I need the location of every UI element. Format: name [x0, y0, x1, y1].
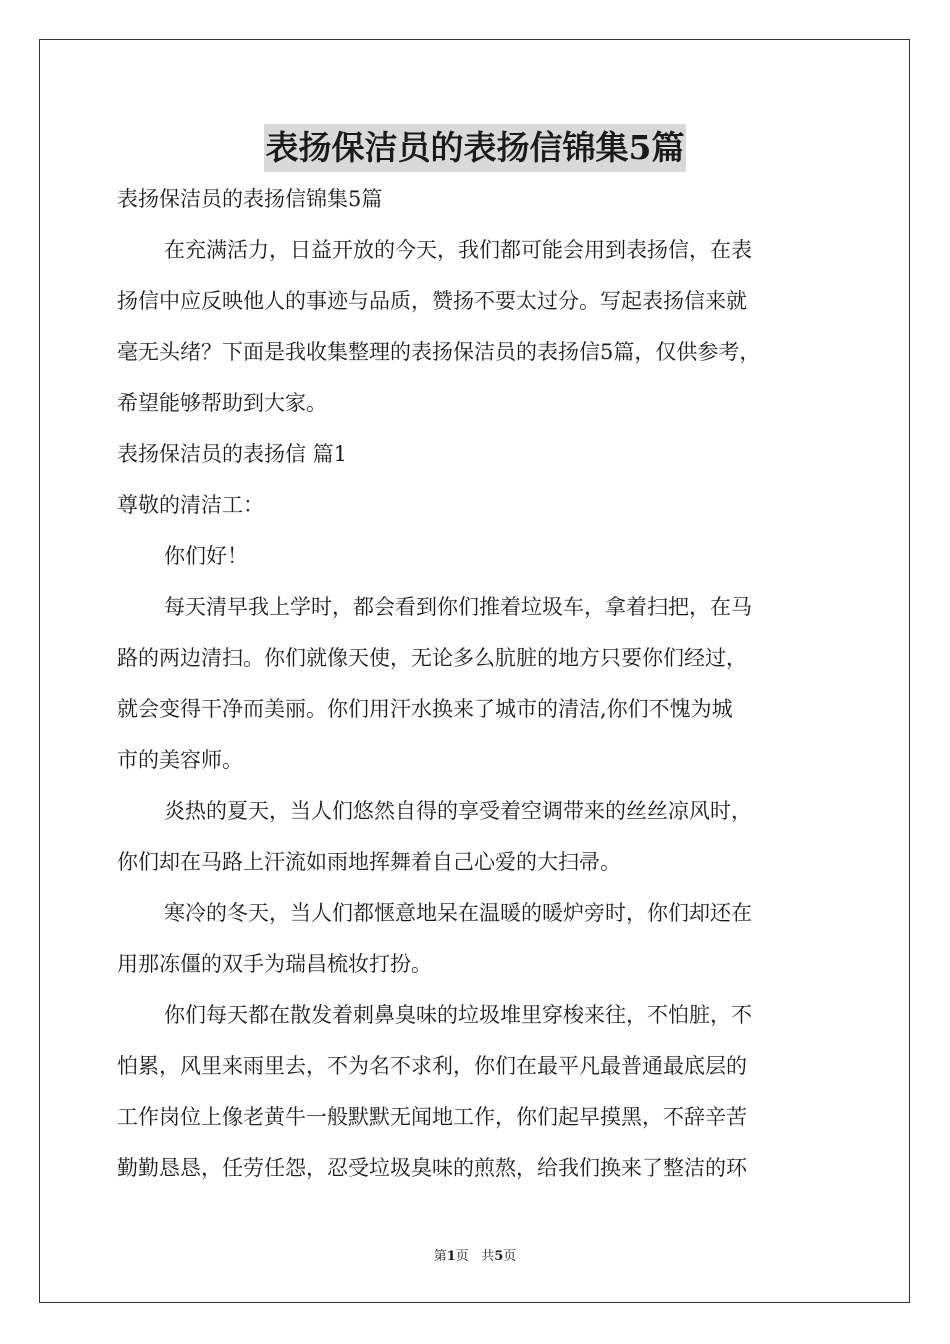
footer-page-total: 5 [494, 1249, 504, 1264]
footer-page-suffix: 页 [503, 1249, 517, 1264]
text-line: 你们好！ [164, 544, 248, 568]
footer-page-prefix: 第 [433, 1249, 447, 1264]
text-line: 你们每天都在散发着刺鼻臭味的垃圾堆里穿梭来往，不怕脏，不 [164, 1003, 752, 1027]
text-line: 寒冷的冬天，当人们都惬意地呆在温暖的暖炉旁时，你们却还在 [164, 901, 752, 925]
text-line: 每天清早我上学时，都会看到你们推着垃圾车，拿着扫把，在马 [164, 595, 752, 619]
text-line: 你们却在马路上汗流如雨地挥舞着自己心爱的大扫帚。 [117, 850, 621, 874]
page-footer [0, 1248, 950, 1266]
text-line: 炎热的夏天，当人们悠然自得的享受着空调带来的丝丝凉风时， [164, 799, 752, 823]
text-line: 在充满活力，日益开放的今天，我们都可能会用到表扬信，在表 [164, 238, 752, 262]
text-line: 尊敬的清洁工： [117, 493, 264, 517]
document-title: 表扬保洁员的表扬信锦集5篇 [264, 124, 687, 172]
title-container [0, 124, 950, 172]
footer-page-mid: 页 共 [455, 1249, 495, 1264]
text-line: 毫无头绪？下面是我收集整理的表扬保洁员的表扬信5篇，仅供参考， [117, 340, 761, 364]
document-body [117, 180, 837, 1200]
text-line: 扬信中应反映他人的事迹与品质，赞扬不要太过分。写起表扬信来就 [117, 289, 747, 313]
text-line: 怕累，风里来雨里去，不为名不求利，你们在最平凡最普通最底层的 [117, 1054, 747, 1078]
text-line: 希望能够帮助到大家。 [117, 391, 327, 415]
footer-page-current: 1 [446, 1249, 456, 1264]
text-line: 表扬保洁员的表扬信锦集5篇 [117, 187, 383, 211]
text-line: 工作岗位上像老黄牛一般默默无闻地工作，你们起早摸黑，不辞辛苦 [117, 1105, 747, 1129]
text-line: 路的两边清扫。你们就像天使，无论多么肮脏的地方只要你们经过， [117, 646, 747, 670]
text-line: 市的美容师。 [117, 748, 243, 772]
text-line: 表扬保洁员的表扬信 篇1 [117, 442, 348, 466]
text-line: 用那冻僵的双手为瑞昌梳妆打扮。 [117, 952, 432, 976]
text-line: 勤勤恳恳，任劳任怨，忍受垃圾臭味的煎熬，给我们换来了整洁的环 [117, 1156, 747, 1180]
text-line: 就会变得干净而美丽。你们用汗水换来了城市的清洁,你们不愧为城 [117, 697, 733, 721]
